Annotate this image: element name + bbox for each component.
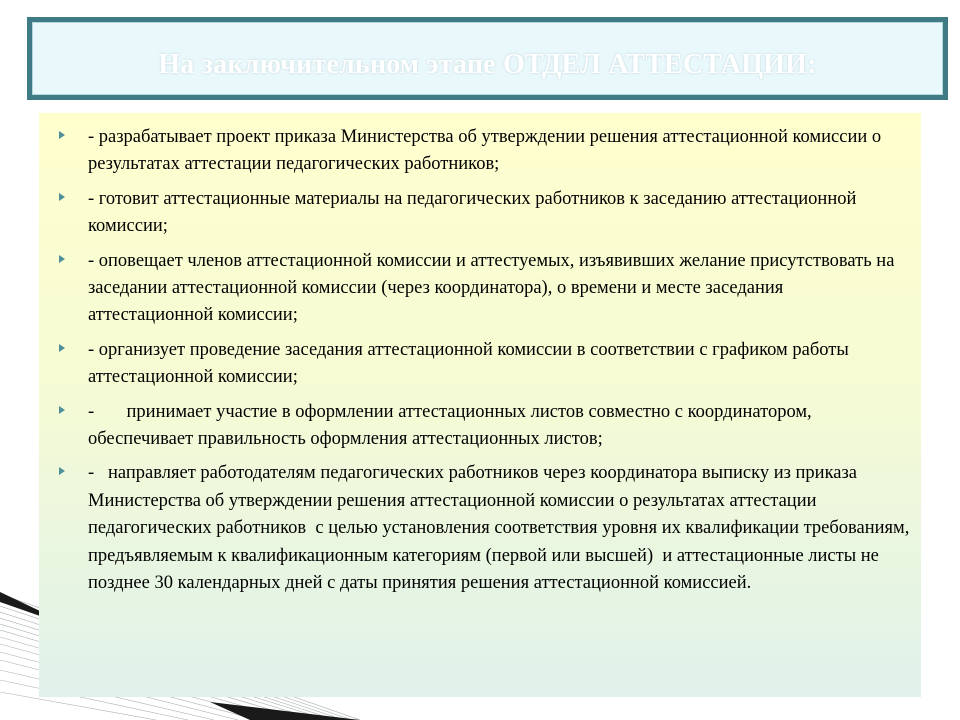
list-item-text: - принимает участие в оформлении аттестационных листов совместно с координатором, обеспечивает правильность оформления аттестационных листов;	[88, 401, 817, 450]
list-item-text: - организует проведение заседания аттестационной комиссии в соответствии с графиком работы аттестационной комиссии;	[88, 339, 849, 388]
triangle-bullet-icon	[59, 406, 65, 414]
list-item-text: - разрабатывает проект приказа Министерства об утверждении решения аттестационной комиссии о результатах аттестации педагогических работников;	[88, 127, 882, 175]
list-item	[39, 399, 921, 454]
content-panel	[39, 113, 921, 697]
list-item-text: - направляет работодателям педагогических работников через координатора выписку из приказа Министерства об утверждении решения аттестационной комиссии о результатах аттестации педагогических работников с целью установления соответствия уровня их квалификации требованиям, предъявляемым к квалификационным категориям (первой или высшей) и аттестационные листы не позднее 30 календарных дней с даты принятия решения аттестационной комиссией.	[88, 463, 915, 594]
triangle-bullet-icon	[59, 193, 65, 201]
triangle-bullet-icon	[59, 344, 65, 352]
triangle-bullet-icon	[59, 131, 65, 139]
triangle-bullet-icon	[59, 255, 65, 263]
list-item	[39, 186, 921, 241]
list-item	[39, 124, 921, 179]
list-item	[39, 248, 921, 330]
title-box	[27, 17, 948, 100]
list-item	[39, 337, 921, 392]
list-item	[39, 460, 921, 597]
list-item-text: - оповещает членов аттестационной комиссии и аттестуемых, изъявивших желание присутствовать на заседании аттестационной комиссии (через координатора), о времени и месте заседания аттестационной комиссии;	[88, 250, 895, 326]
slide-title: На заключительном этапе ОТДЕЛ АТТЕСТАЦИИ:	[158, 49, 817, 80]
triangle-bullet-icon	[59, 467, 65, 475]
bullet-list	[39, 124, 921, 605]
list-item-text: - готовит аттестационные материалы на педагогических работников к заседанию аттестационной комиссии;	[88, 188, 857, 237]
